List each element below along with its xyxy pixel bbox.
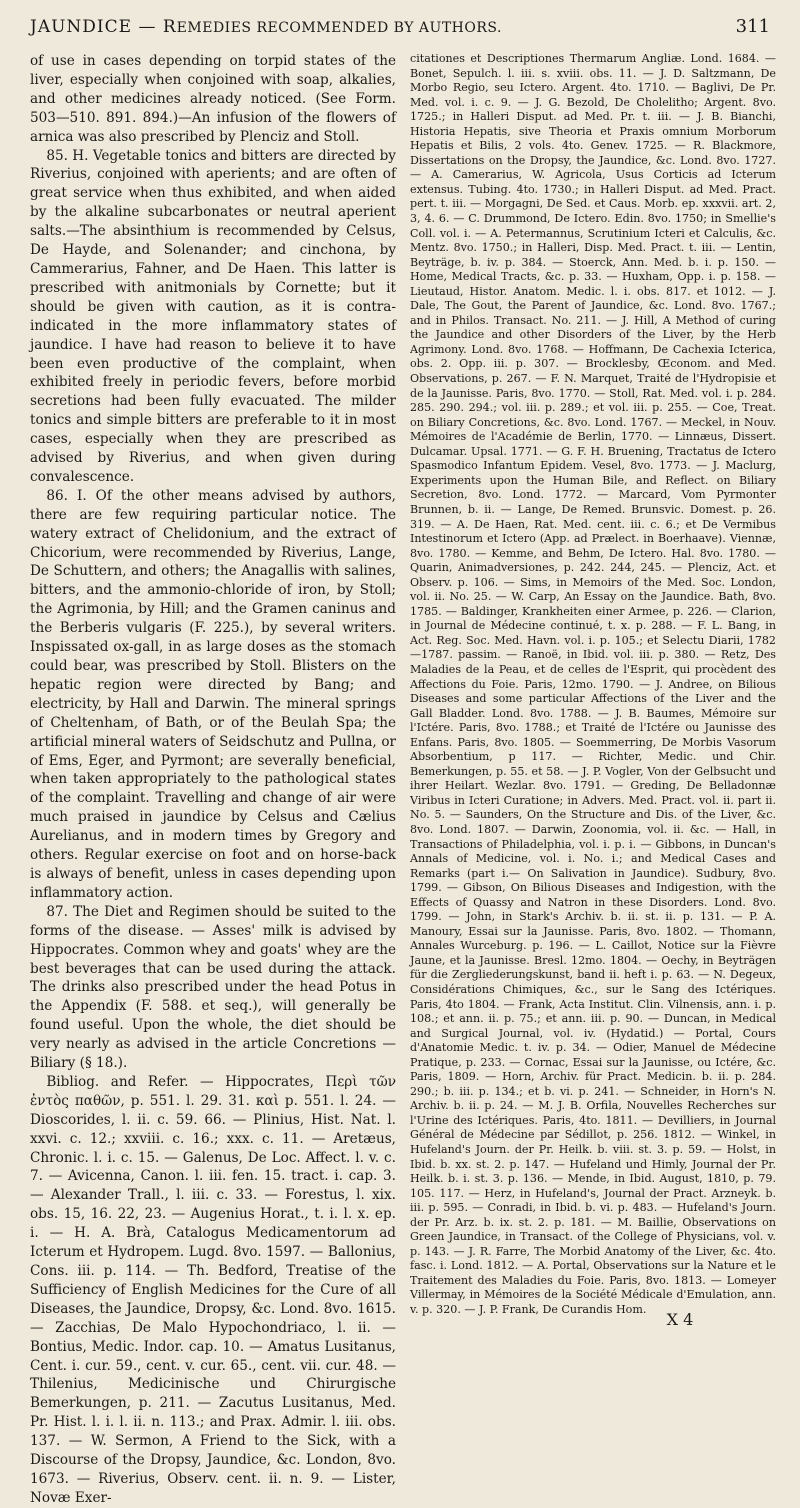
paragraph-85-vegetable-tonics: 85. H. Vegetable tonics and bitters are directed by Riverius, conjoined with aperients; and are often of great service when thus exhibited, and when aided by the alkaline subcarbonates or neutral aperient salts.—The absinthium is recommended by Celsus, De Hayde, and Solenander; and cinchona, by Cammerarius, Fahner, and De Haen. This latter is prescribed with anitmonials by Cornette; but it should be given with caution, as it is contra-indicated in the more inflammatory states of jaundice. I have had reason to believe it to have been even productive of the complaint, when exhibited freely in periodic fevers, before morbid secretions had been fully evacuated. The milder tonics and simple bitters are preferable to it in most cases, especially when they are prescribed as advised by Riverius, and when given during convalescence.: [30, 147, 396, 485]
paragraph-continuation: of use in cases depending on torpid states of the liver, especially when conjoined with soap, alkalies, and other medicines already noticed. (See Form. 503—510. 891. 894.)—An infusion of the flowers of arnica was also prescribed by Plenciz and Stoll.: [30, 53, 396, 145]
running-head: [30, 17, 502, 37]
page-header: [30, 16, 770, 44]
paragraph-86-other-means: 86. I. Of the other means advised by authors, there are few requiring particular notice. The watery extract of Chelidonium, and the extract of Chicorium, were recommended by Riverius, Lange, De Schuttern, and others; the Anagallis with salines, bitters, and the ammonio-chloride of iron, by Stoll; the Agrimonia, by Hill; and the Gramen caninus and the Berberis vulgaris (F. 225.), by several writers. Inspissated ox-gall, in as large doses as the stomach could bear, was prescribed by Stoll. Blisters on the hepatic region were directed by Bang; and electricity, by Hall and Darwin. The mineral springs of Cheltenham, of Bath, or of the Beulah Spa; the artificial mineral waters of Seidschutz and Pullna, or of Ems, Eger, and Pyrmont; are severally beneficial, when taken appropriately to the pathological states of the complaint. Travelling and change of air were much praised in jaundice by Celsus and Cælius Aurelianus, and in modern times by Gregory and others. Regular exercise on foot and on horse-back is always of benefit, unless in cases depending upon inflammatory action.: [30, 487, 396, 901]
bibliography-start: Bibliog. and Refer. — Hippocrates, Περὶ τῶν ἐντὸς παθῶν, p. 551. l. 29. 31. καὶ p. 551. l. 24. — Dioscorides, l. ii. c. 59. 66. — Plinius, Hist. Nat. l. xxvi. c. 12.; xxviii. c. 16.; xxx. c. 11. — Aretæus, Chronic. l. i. c. 15. — Galenus, De Loc. Affect. l. v. c. 7. — Avicenna, Canon. l. iii. fen. 15. tract. i. cap. 3. — Alexander Trall., l. iii. c. 33. — Forestus, l. xix. obs. 15, 16. 22, 23. — Augenius Horat., t. i. l. x. ep. i. — H. A. Brà, Catalogus Medicamentorum ad Icterum et Hydropem. Lugd. 8vo. 1597. — Ballonius, Cons. iii. p. 114. — Th. Bedford, Treatise of the Sufficiency of English Medicines for the Cure of all Diseases, the Jaundice, Dropsy, &c. Lond. 8vo. 1615. — Zacchias, De Malo Hypochondriaco, l. ii. — Bontius, Medic. Indor. cap. 10. — Amatus Lusitanus, Cent. i. cur. 59., cent. v. cur. 65., cent. vii. cur. 48. — Thilenius, Medicinische und Chirurgische Bemerkungen, p. 211. — Zacutus Lusitanus, Med. Pr. Hist. l. i. l. ii. n. 113.; and Prax. Admir. l. iii. obs. 137. — W. Sermon, A Friend to the Sick, with a Discourse of the Dropsy, Jaundice, &c. London, 8vo. 1673. — Riverius, Observ. cent. ii. n. 9. — Lister, Novæ Exer-: [30, 1073, 396, 1506]
page-number: 311: [735, 16, 770, 37]
signature-mark: X 4: [666, 1310, 694, 1329]
right-column: [410, 52, 776, 1317]
bibliography-continuation: citationes et Descriptiones Thermarum Angliæ. Lond. 1684. — Bonet, Sepulch. l. iii. s. xviii. obs. 11. — J. D. Saltzmann, De Morbo Regio, seu Ictero. Argent. 4to. 1710. — Baglivi, De Pr. Med. vol. i. c. 9. — J. G. Bezold, De Cholelitho; Argent. 8vo. 1725.; in Halleri Disput. ad Med. Pr. t. iii. — J. B. Bianchi, Historia Hepatis, sive Theoria et Praxis omnium Morborum Hepatis et Bilis, 2 vols. 4to. Genev. 1725. — R. Blackmore, Dissertations on the Dropsy, the Jaundice, &c. Lond. 8vo. 1727. — A. Camerarius, W. Agricola, Usus Corticis ad Icterum extensus. Tubing. 4to. 1730.; in Halleri Disput. ad Med. Pract. pert. t. iii. — Morgagni, De Sed. et Caus. Morb. ep. xxxvii. art. 2, 3, 4. 6. — C. Drummond, De Ictero. Edin. 8vo. 1750; in Smellie's Coll. vol. i. — A. Petermannus, Scrutinium Icteri et Calculis, &c. Mentz. 8vo. 1750.; in Halleri, Disp. Med. Pract. t. iii. — Lentin, Beyträge, b. iv. p. 384. — Stoerck, Ann. Med. b. i. p. 150. — Home, Medical Tracts, &c. p. 33. — Huxham, Opp. i. p. 158. — Lieutaud, Histor. Anatom. Medic. l. i. obs. 817. et 1012. — J. Dale, The Gout, the Parent of Jaundice, &c. Lond. 8vo. 1767.; and in Philos. Transact. No. 211. — J. Hill, A Method of curing the Jaundice and other Disorders of the Liver, by the Herb Agrimony. Lond. 8vo. 1768. — Hoffmann, De Cachexia Icterica, obs. 2. Opp. iii. p. 307. — Brocklesby, Œconom. and Med. Observations, p. 267. — F. N. Marquet, Traité de l'Hydropisie et de la Jaunisse. Paris, 8vo. 1770. — Stoll, Rat. Med. vol. i. p. 284. 285. 290. 294.; vol. iii. p. 289.; et vol. iii. p. 255. — Coe, Treat. on Biliary Concretions, &c. 8vo. Lond. 1767. — Meckel, in Nouv. Mémoires de l'Académie de Berlin, 1770. — Linnæus, Dissert. Dulcamar. Upsal. 1771. — G. F. H. Bruening, Tractatus de Ictero Spasmodico Infantum Epidem. Vesel, 8vo. 1773. — J. Maclurg, Experiments upon the Human Bile, and Reflect. on Biliary Secretion, 8vo. Lond. 1772. — Marcard, Vom Pyrmonter Brunnen, b. ii. — Lange, De Remed. Brunsvic. Domest. p. 26. 319. — A. De Haen, Rat. Med. cent. iii. c. 6.; et De Vermibus Intestinorum et Ictero (App. ad Prælect. in Boerhaave). Viennæ, 8vo. 1780. — Kemme, and Behm, De Ictero. Hal. 8vo. 1780. — Quarin, Animadversiones, p. 242. 244, 245. — Plenciz, Act. et Observ. p. 106. — Sims, in Memoirs of the Med. Soc. London, vol. ii. No. 25. — W. Carp, An Essay on the Jaundice. Bath, 8vo. 1785. — Baldinger, Krankheiten einer Armee, p. 226. — Clarion, in Journal de Médecine continué, t. x. p. 288. — F. L. Bang, in Act. Reg. Soc. Med. Havn. vol. i. p. 105.; et Selectu Diarii, 1782—1787. passim. — Ranoë, in Ibid. vol. iii. p. 380. — Retz, Des Maladies de la Peau, et de celles de l'Esprit, qui procèdent des Affections du Foie. Paris, 12mo. 1790. — J. Andree, on Bilious Diseases and some particular Affections of the Liver and the Gall Bladder. Lond. 8vo. 1788. — J. B. Baumes, Mémoire sur l'Ictére. Paris, 8vo. 1788.; et Traité de l'Ictére ou Jaunisse des Enfans. Paris, 8vo. 1805. — Soemmerring, De Morbis Vasorum Absorbentium, p 117. — Richter, Medic. und Chir. Bemerkungen, p. 55. et 58. — J. P. Vogler, Von der Gelbsucht und ihrer Heilart. Wezlar. 8vo. 1791. — Greding, De Belladonnæ Viribus in Icteri Curatione; in Advers. Med. Pract. vol. ii. part ii. No. 5. — Saunders, On the Structure and Dis. of the Liver, &c. 8vo. Lond. 1807. — Darwin, Zoonomia, vol. ii. &c. — Hall, in Transactions of Philadelphia, vol. i. p. i. — Gibbons, in Duncan's Annals of Medicine, vol. i. No. i.; and Medical Cases and Remarks (part i.— On Salivation in Jaundice). Sudbury, 8vo. 1799. — Gibson, On Bilious Diseases and Indigestion, with the Effects of Quassy and Natron in these Disorders. Lond. 8vo. 1799. — John, in Stark's Archiv. b. ii. st. ii. p. 131. — P. A. Manoury, Essai sur la Jaunisse. Paris, 8vo. 1802. — Thomann, Annales Wurceburg. p. 196. — L. Caillot, Notice sur la Fièvre Jaune, et la Jaunisse. Bresl. 12mo. 1804. — Oechy, in Beyträgen für die Zergliederungskunst, band ii. heft i. p. 63. — N. Degeux, Considérations Chimiques, &c., sur le Sang des Ictériques. Paris, 4to 1804. — Frank, Acta Institut. Clin. Vilnensis, ann. i. p. 108.; et ann. ii. p. 75.; et ann. iii. p. 90. — Duncan, in Medical and Surgical Journal, vol. iv. (Hydatid.) — Portal, Cours d'Anatomie Medic. t. iv. p. 34. — Odier, Manuel de Médecine Pratique, p. 233. — Cornac, Essai sur la Jaunisse, ou Ictére, &c. Paris, 1809. — Horn, Archiv. für Pract. Medicin. b. ii. p. 284. 290.; b. iii. p. 134.; et b. vi. p. 241. — Schneider, in Horn's N. Archiv. b. ii. p. 24. — M. J. B. Orfila, Nouvelles Recherches sur l'Urine des Ictériques. Paris, 4to. 1811. — Devilliers, in Journal Général de Médecine par Sédillot, p. 256. 1812. — Winkel, in Hufeland's Journ. der Pr. Heilk. b. viii. st. 3. p. 59. — Holst, in Ibid. b. xx. st. 2. p. 147. — Hufeland und Himly, Journal der Pr. Heilk. b. i. st. 3. p. 136. — Mende, in Ibid. August, 1810, p. 79. 105. 117. — Herz, in Hufeland's, Journal der Pract. Arzneyk. b. iii. p. 595. — Conradi, in Ibid. b. vi. p. 483. — Hufeland's Journ. der Pr. Arz. b. ix. st. 2. p. 181. — M. Baillie, Observations on Green Jaundice, in Transact. of the College of Physicians, vol. v. p. 143. — J. R. Farre, The Morbid Anatomy of the Liver, &c. 4to. fasc. i. Lond. 1812. — A. Portal, Observations sur la Nature et le Traitement des Maladies du Foie. Paris, 8vo. 1813. — Lomeyer Villermay, in Mémoires de la Société Médicale d'Emulation, ann. v. p. 320. — J. P. Frank, De Curandis Hom.: [410, 52, 776, 1317]
left-column: [30, 52, 396, 1506]
paragraph-87-diet-regimen: 87. The Diet and Regimen should be suited to the forms of the disease. — Asses' milk is advised by Hippocrates. Common whey and goats' whey are the best beverages that can be used during the attack. The drinks also prescribed under the head Potus in the Appendix (F. 588. et seq.), will generally be found useful. Upon the whole, the diet should be very nearly as advised in the article Concretions — Biliary (§ 18.).: [30, 903, 396, 1072]
running-head-subtitle: EMEDIES RECOMMENDED BY AUTHORS.: [176, 20, 502, 36]
running-head-title: JAUNDICE — R: [30, 17, 177, 37]
